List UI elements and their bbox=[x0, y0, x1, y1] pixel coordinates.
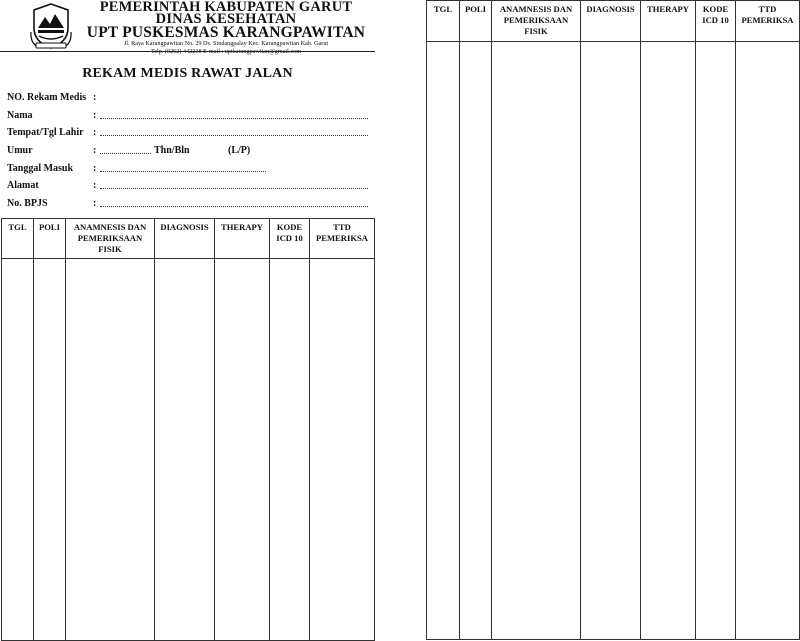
table-cell[interactable] bbox=[270, 259, 310, 641]
column-header-tgl: TGL bbox=[427, 1, 460, 42]
fill-in-line[interactable] bbox=[100, 206, 368, 207]
table-cell[interactable] bbox=[2, 259, 34, 641]
medical-record-table-right bbox=[426, 0, 800, 640]
table-cell[interactable] bbox=[427, 42, 460, 640]
header-line-government: PEMERINTAH KABUPATEN GARUT bbox=[99, 0, 353, 15]
column-header-diagnosis: DIAGNOSIS bbox=[581, 1, 641, 42]
field-label: Nama bbox=[7, 109, 33, 121]
medical-record-table-left bbox=[1, 218, 375, 641]
field-nama bbox=[7, 110, 373, 128]
sex-option: (L/P) bbox=[228, 145, 251, 157]
table-cell[interactable] bbox=[155, 259, 215, 641]
table-cell[interactable] bbox=[460, 42, 492, 640]
field-label: Tanggal Masuk bbox=[7, 162, 74, 174]
table-cell[interactable] bbox=[696, 42, 736, 640]
field-colon: : bbox=[93, 109, 97, 121]
column-header-therapy: THERAPY bbox=[641, 1, 696, 42]
field-umur bbox=[7, 145, 373, 163]
field-label: Alamat bbox=[7, 180, 39, 192]
column-header-tgl: TGL bbox=[2, 219, 34, 259]
fill-in-line[interactable] bbox=[100, 153, 151, 154]
column-header-ttd-pemeriksa: TTD PEMERIKSA bbox=[310, 219, 375, 259]
table-row bbox=[2, 259, 375, 641]
fill-in-line[interactable] bbox=[100, 171, 266, 172]
field-label: Umur bbox=[7, 145, 33, 157]
field-alamat bbox=[7, 180, 373, 198]
table-row bbox=[427, 42, 800, 640]
left-page bbox=[0, 0, 375, 641]
field-colon: : bbox=[93, 127, 97, 139]
column-header-poli: POLI bbox=[460, 1, 492, 42]
header-contact: Telp. (0262) 442238 E-mail : uptkarangpawitan@gmail.com bbox=[150, 48, 302, 55]
column-header-diagnosis: DIAGNOSIS bbox=[155, 219, 215, 259]
field-label: NO. Rekam Medis bbox=[7, 92, 87, 103]
header-line-puskesmas: UPT PUSKESMAS KARANGPAWITAN bbox=[86, 24, 366, 41]
letterhead-divider bbox=[0, 51, 375, 52]
table-cell[interactable] bbox=[641, 42, 696, 640]
fill-in-line[interactable] bbox=[100, 188, 368, 189]
field-label: Tempat/Tgl Lahir bbox=[7, 127, 84, 139]
column-header-poli: POLI bbox=[34, 219, 66, 259]
column-header-anamnesis: ANAMNESIS DAN PEMERIKSAAN FISIK bbox=[492, 1, 581, 42]
field-label: No. BPJS bbox=[7, 198, 48, 210]
garut-regency-crest-icon bbox=[30, 2, 72, 50]
table-cell[interactable] bbox=[66, 259, 155, 641]
fill-in-line[interactable] bbox=[100, 135, 368, 136]
table-cell[interactable] bbox=[215, 259, 270, 641]
table-cell[interactable] bbox=[34, 259, 66, 641]
table-cell[interactable] bbox=[736, 42, 800, 640]
letterhead bbox=[0, 0, 375, 55]
field-no-rekam-medis bbox=[7, 92, 373, 110]
field-colon: : bbox=[93, 180, 97, 192]
table-cell[interactable] bbox=[581, 42, 641, 640]
column-header-therapy: THERAPY bbox=[215, 219, 270, 259]
form-title: REKAM MEDIS RAWAT JALAN bbox=[82, 66, 293, 81]
column-header-kode-icd10: KODE ICD 10 bbox=[270, 219, 310, 259]
umur-unit: Thn/Bln bbox=[154, 145, 190, 157]
column-header-kode-icd10: KODE ICD 10 bbox=[696, 1, 736, 42]
column-header-anamnesis: ANAMNESIS DAN PEMERIKSAAN FISIK bbox=[66, 219, 155, 259]
field-colon: : bbox=[93, 92, 97, 103]
field-tanggal-masuk bbox=[7, 163, 373, 181]
table-cell[interactable] bbox=[310, 259, 375, 641]
field-colon: : bbox=[93, 198, 97, 210]
header-address: Jl. Raya Karangpawitan No. 29 Ds. Sindangpalay Kec. Karangpawitan Kab. Garut bbox=[123, 40, 329, 47]
field-tempat-tgl-lahir bbox=[7, 127, 373, 145]
field-no-bpjs bbox=[7, 198, 373, 216]
fill-in-line[interactable] bbox=[100, 118, 368, 119]
field-colon: : bbox=[93, 145, 97, 157]
field-colon: : bbox=[93, 162, 97, 174]
patient-identity-fields bbox=[7, 92, 373, 216]
header-line-department: DINAS KESEHATAN bbox=[155, 11, 297, 27]
column-header-ttd-pemeriksa: TTD PEMERIKSA bbox=[736, 1, 800, 42]
table-cell[interactable] bbox=[492, 42, 581, 640]
